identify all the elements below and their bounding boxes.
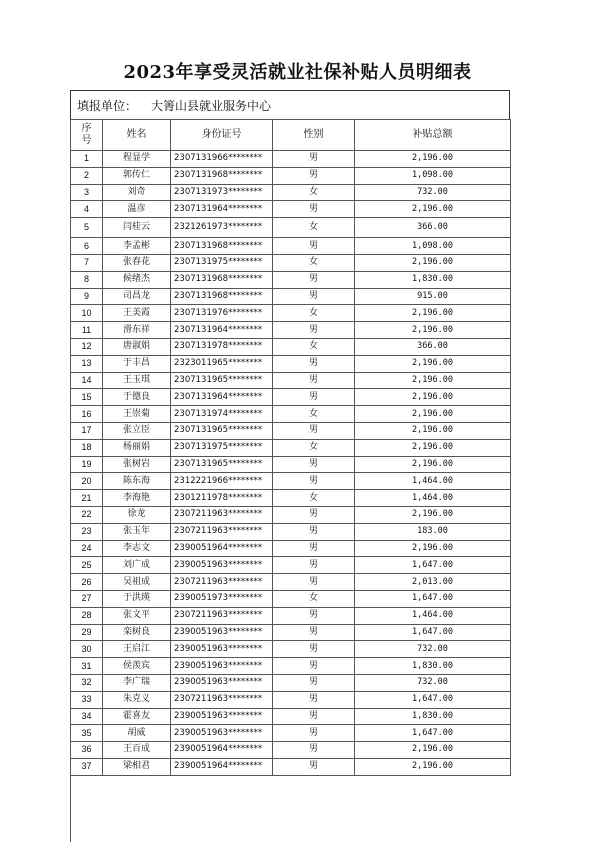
row-amount: 366.00 xyxy=(355,218,511,238)
row-amount: 1,098.00 xyxy=(355,167,511,184)
row-amount: 1,830.00 xyxy=(355,708,511,725)
row-id-number: 2390051963******** xyxy=(171,708,273,725)
table-row xyxy=(71,490,511,507)
table-row xyxy=(71,439,511,456)
row-amount: 2,196.00 xyxy=(355,456,511,473)
row-amount: 2,196.00 xyxy=(355,201,511,218)
table-row xyxy=(71,218,511,238)
row-gender: 男 xyxy=(273,456,355,473)
row-id-number: 2307131964******** xyxy=(171,389,273,406)
row-id-number: 2307131968******** xyxy=(171,238,273,255)
row-amount: 1,830.00 xyxy=(355,658,511,675)
row-name: 闫桂云 xyxy=(103,218,171,238)
table-row xyxy=(71,624,511,641)
table-row xyxy=(71,355,511,372)
row-seq: 2 xyxy=(71,167,103,184)
row-gender: 女 xyxy=(273,406,355,423)
row-id-number: 2307131965******** xyxy=(171,456,273,473)
row-id-number: 2390051963******** xyxy=(171,658,273,675)
row-gender: 男 xyxy=(273,574,355,591)
table-row xyxy=(71,742,511,759)
row-id-number: 2307131974******** xyxy=(171,406,273,423)
row-name: 朱克义 xyxy=(103,691,171,708)
row-name: 郭传仁 xyxy=(103,167,171,184)
row-name: 温彦 xyxy=(103,201,171,218)
row-gender: 男 xyxy=(273,288,355,305)
row-seq: 5 xyxy=(71,218,103,238)
row-gender: 男 xyxy=(273,372,355,389)
row-gender: 男 xyxy=(273,151,355,168)
row-gender: 男 xyxy=(273,506,355,523)
row-id-number: 2307131965******** xyxy=(171,422,273,439)
row-gender: 男 xyxy=(273,742,355,759)
row-gender: 男 xyxy=(273,758,355,775)
table-header-row xyxy=(71,120,511,151)
table-row xyxy=(71,523,511,540)
table-row xyxy=(71,254,511,271)
row-gender: 男 xyxy=(273,674,355,691)
table-row xyxy=(71,590,511,607)
row-id-number: 2301211978******** xyxy=(171,490,273,507)
row-id-number: 2307211963******** xyxy=(171,523,273,540)
row-gender: 男 xyxy=(273,691,355,708)
row-name: 李海艳 xyxy=(103,490,171,507)
row-seq: 9 xyxy=(71,288,103,305)
row-id-number: 2307131966******** xyxy=(171,151,273,168)
row-seq: 35 xyxy=(71,725,103,742)
row-name: 刘奇 xyxy=(103,184,171,201)
row-amount: 2,196.00 xyxy=(355,389,511,406)
table-row xyxy=(71,372,511,389)
row-amount: 2,196.00 xyxy=(355,758,511,775)
header-name: 姓名 xyxy=(103,120,171,151)
row-name: 栾树良 xyxy=(103,624,171,641)
row-id-number: 2390051964******** xyxy=(171,540,273,557)
header-amount: 补贴总额 xyxy=(355,120,511,151)
row-seq: 31 xyxy=(71,658,103,675)
row-gender: 男 xyxy=(273,271,355,288)
header-id: 身份证号 xyxy=(171,120,273,151)
row-amount: 1,464.00 xyxy=(355,473,511,490)
row-name: 滑东祥 xyxy=(103,322,171,339)
row-name: 杨丽娟 xyxy=(103,439,171,456)
row-name: 张文平 xyxy=(103,607,171,624)
table-row xyxy=(71,674,511,691)
row-seq: 22 xyxy=(71,506,103,523)
row-seq: 12 xyxy=(71,338,103,355)
row-name: 程显学 xyxy=(103,151,171,168)
row-gender: 女 xyxy=(273,254,355,271)
row-amount: 2,196.00 xyxy=(355,305,511,322)
row-id-number: 2390051963******** xyxy=(171,624,273,641)
table-row xyxy=(71,641,511,658)
row-id-number: 2307131968******** xyxy=(171,288,273,305)
row-amount: 183.00 xyxy=(355,523,511,540)
row-seq: 3 xyxy=(71,184,103,201)
row-seq: 37 xyxy=(71,758,103,775)
row-id-number: 2307131975******** xyxy=(171,254,273,271)
row-id-number: 2390051963******** xyxy=(171,641,273,658)
row-id-number: 2390051963******** xyxy=(171,674,273,691)
row-gender: 男 xyxy=(273,422,355,439)
row-name: 徐龙 xyxy=(103,506,171,523)
row-gender: 男 xyxy=(273,389,355,406)
row-name: 于德良 xyxy=(103,389,171,406)
row-seq: 20 xyxy=(71,473,103,490)
row-gender: 男 xyxy=(273,473,355,490)
row-seq: 13 xyxy=(71,355,103,372)
row-gender: 女 xyxy=(273,184,355,201)
row-gender: 男 xyxy=(273,725,355,742)
row-id-number: 2307211963******** xyxy=(171,574,273,591)
row-name: 于洪瑛 xyxy=(103,590,171,607)
row-name: 陈东海 xyxy=(103,473,171,490)
row-seq: 25 xyxy=(71,557,103,574)
table-row xyxy=(71,658,511,675)
row-gender: 女 xyxy=(273,218,355,238)
row-id-number: 2307131964******** xyxy=(171,322,273,339)
row-name: 于丰昌 xyxy=(103,355,171,372)
row-gender: 男 xyxy=(273,607,355,624)
row-amount: 2,196.00 xyxy=(355,439,511,456)
row-gender: 女 xyxy=(273,305,355,322)
reporting-unit-name: 大箐山县就业服务中心 xyxy=(151,99,272,113)
row-amount: 1,647.00 xyxy=(355,624,511,641)
row-id-number: 2307131976******** xyxy=(171,305,273,322)
table-row xyxy=(71,691,511,708)
row-gender: 男 xyxy=(273,658,355,675)
row-gender: 男 xyxy=(273,238,355,255)
table-row xyxy=(71,201,511,218)
row-seq: 28 xyxy=(71,607,103,624)
table-body xyxy=(71,151,511,776)
row-name: 李孟彬 xyxy=(103,238,171,255)
row-seq: 4 xyxy=(71,201,103,218)
row-gender: 男 xyxy=(273,641,355,658)
row-amount: 1,647.00 xyxy=(355,725,511,742)
row-name: 刘广成 xyxy=(103,557,171,574)
row-name: 吴祖成 xyxy=(103,574,171,591)
table-row xyxy=(71,406,511,423)
row-seq: 29 xyxy=(71,624,103,641)
row-gender: 男 xyxy=(273,167,355,184)
row-name: 王崇菊 xyxy=(103,406,171,423)
table-row xyxy=(71,557,511,574)
table-row xyxy=(71,184,511,201)
table-row xyxy=(71,305,511,322)
row-seq: 36 xyxy=(71,742,103,759)
row-name: 张立臣 xyxy=(103,422,171,439)
table-row xyxy=(71,456,511,473)
row-name: 张春花 xyxy=(103,254,171,271)
row-id-number: 2307131968******** xyxy=(171,167,273,184)
page-title: 2023年享受灵活就业社保补贴人员明细表 xyxy=(123,62,472,83)
row-id-number: 2321261973******** xyxy=(171,218,273,238)
row-amount: 732.00 xyxy=(355,641,511,658)
row-amount: 1,464.00 xyxy=(355,490,511,507)
row-id-number: 2390051963******** xyxy=(171,557,273,574)
table-row xyxy=(71,389,511,406)
table-row xyxy=(71,271,511,288)
table-row xyxy=(71,574,511,591)
table-row xyxy=(71,422,511,439)
row-gender: 男 xyxy=(273,355,355,372)
row-gender: 女 xyxy=(273,439,355,456)
row-seq: 27 xyxy=(71,590,103,607)
row-id-number: 2307131965******** xyxy=(171,372,273,389)
row-name: 胡威 xyxy=(103,725,171,742)
row-gender: 男 xyxy=(273,523,355,540)
table-row xyxy=(71,338,511,355)
reporting-unit-label: 填报单位： xyxy=(77,99,138,113)
row-seq: 24 xyxy=(71,540,103,557)
row-gender: 女 xyxy=(273,490,355,507)
row-amount: 732.00 xyxy=(355,674,511,691)
header-seq-text: 序号 xyxy=(81,123,92,146)
row-amount: 1,647.00 xyxy=(355,590,511,607)
header-seq xyxy=(71,120,103,151)
row-gender: 女 xyxy=(273,338,355,355)
row-seq: 17 xyxy=(71,422,103,439)
row-name: 张树岩 xyxy=(103,456,171,473)
row-amount: 2,196.00 xyxy=(355,506,511,523)
row-name: 候绪杰 xyxy=(103,271,171,288)
row-id-number: 2307131973******** xyxy=(171,184,273,201)
row-seq: 8 xyxy=(71,271,103,288)
row-amount: 2,196.00 xyxy=(355,254,511,271)
row-seq: 26 xyxy=(71,574,103,591)
row-seq: 33 xyxy=(71,691,103,708)
left-border-extension xyxy=(70,752,71,842)
row-seq: 21 xyxy=(71,490,103,507)
row-name: 张玉年 xyxy=(103,523,171,540)
subsidy-table xyxy=(70,119,511,776)
row-amount: 2,196.00 xyxy=(355,406,511,423)
row-seq: 11 xyxy=(71,322,103,339)
row-id-number: 2390051964******** xyxy=(171,742,273,759)
table-row xyxy=(71,238,511,255)
row-name: 王百成 xyxy=(103,742,171,759)
table-row xyxy=(71,167,511,184)
row-seq: 14 xyxy=(71,372,103,389)
row-seq: 34 xyxy=(71,708,103,725)
row-amount: 2,196.00 xyxy=(355,322,511,339)
row-id-number: 2390051973******** xyxy=(171,590,273,607)
row-seq: 18 xyxy=(71,439,103,456)
row-name: 王启江 xyxy=(103,641,171,658)
row-amount: 2,196.00 xyxy=(355,372,511,389)
row-seq: 32 xyxy=(71,674,103,691)
row-id-number: 2390051964******** xyxy=(171,758,273,775)
row-gender: 男 xyxy=(273,540,355,557)
table-row xyxy=(71,473,511,490)
row-seq: 1 xyxy=(71,151,103,168)
row-name: 王美霞 xyxy=(103,305,171,322)
row-amount: 1,830.00 xyxy=(355,271,511,288)
table-row xyxy=(71,725,511,742)
row-name: 霍喜友 xyxy=(103,708,171,725)
table-row xyxy=(71,506,511,523)
row-amount: 2,013.00 xyxy=(355,574,511,591)
row-amount: 2,196.00 xyxy=(355,355,511,372)
table-row xyxy=(71,151,511,168)
row-seq: 16 xyxy=(71,406,103,423)
row-seq: 10 xyxy=(71,305,103,322)
row-seq: 15 xyxy=(71,389,103,406)
row-gender: 男 xyxy=(273,201,355,218)
row-name: 李广瑞 xyxy=(103,674,171,691)
table-row xyxy=(71,540,511,557)
row-gender: 男 xyxy=(273,708,355,725)
row-id-number: 2307131975******** xyxy=(171,439,273,456)
row-amount: 2,196.00 xyxy=(355,540,511,557)
row-seq: 23 xyxy=(71,523,103,540)
row-amount: 1,647.00 xyxy=(355,557,511,574)
table-row xyxy=(71,322,511,339)
row-seq: 30 xyxy=(71,641,103,658)
table-row xyxy=(71,288,511,305)
row-amount: 732.00 xyxy=(355,184,511,201)
table-row xyxy=(71,607,511,624)
row-id-number: 2323011965******** xyxy=(171,355,273,372)
row-amount: 2,196.00 xyxy=(355,151,511,168)
row-name: 李志文 xyxy=(103,540,171,557)
row-amount: 2,196.00 xyxy=(355,422,511,439)
header-gender: 性别 xyxy=(273,120,355,151)
row-seq: 19 xyxy=(71,456,103,473)
row-id-number: 2307211963******** xyxy=(171,607,273,624)
row-id-number: 2390051963******** xyxy=(171,725,273,742)
row-gender: 男 xyxy=(273,557,355,574)
row-name: 唐淑娟 xyxy=(103,338,171,355)
row-name: 王玉琪 xyxy=(103,372,171,389)
row-name: 梁相君 xyxy=(103,758,171,775)
row-amount: 1,464.00 xyxy=(355,607,511,624)
row-id-number: 2307211963******** xyxy=(171,506,273,523)
row-id-number: 2307131968******** xyxy=(171,271,273,288)
row-amount: 1,647.00 xyxy=(355,691,511,708)
row-id-number: 2307211963******** xyxy=(171,691,273,708)
row-id-number: 2307131978******** xyxy=(171,338,273,355)
table-row xyxy=(71,708,511,725)
row-amount: 2,196.00 xyxy=(355,742,511,759)
row-amount: 1,098.00 xyxy=(355,238,511,255)
row-id-number: 2312221966******** xyxy=(171,473,273,490)
row-gender: 男 xyxy=(273,322,355,339)
row-gender: 男 xyxy=(273,624,355,641)
row-seq: 6 xyxy=(71,238,103,255)
table-row xyxy=(71,758,511,775)
row-amount: 915.00 xyxy=(355,288,511,305)
reporting-unit-row xyxy=(70,90,510,120)
row-id-number: 2307131964******** xyxy=(171,201,273,218)
row-name: 司昌龙 xyxy=(103,288,171,305)
row-seq: 7 xyxy=(71,254,103,271)
row-name: 侯羡宾 xyxy=(103,658,171,675)
row-gender: 女 xyxy=(273,590,355,607)
row-amount: 366.00 xyxy=(355,338,511,355)
